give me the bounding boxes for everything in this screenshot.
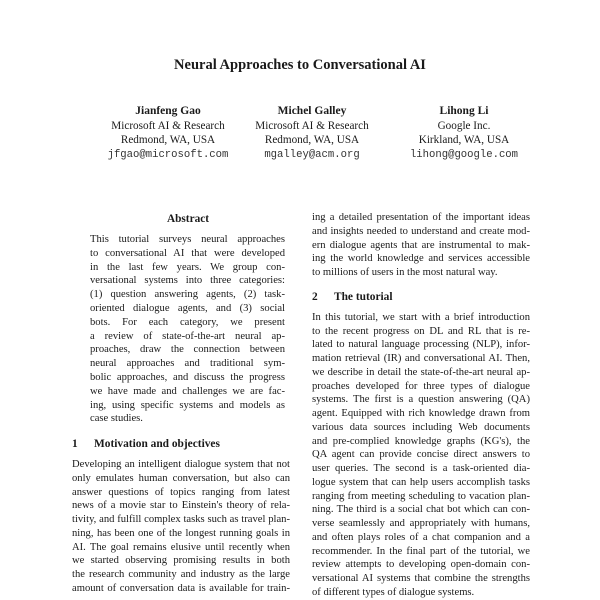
author-2 — [232, 104, 392, 162]
section-2-heading — [312, 290, 530, 304]
abstract-line: proaches, draw the connection between — [90, 344, 285, 356]
body-line: user queries. The second is a task-oriented dia- — [312, 463, 530, 474]
author-email: jfgao@microsoft.com — [107, 148, 229, 161]
abstract-line: we have made and challenges we are fac- — [90, 385, 285, 397]
author-email: mgalley@acm.org — [264, 148, 360, 161]
body-line: and insights needed to understand and create mod- — [312, 225, 530, 237]
body-line: agent. Equipped with rich knowledge drawn from — [312, 408, 530, 419]
right-column — [312, 211, 530, 600]
section-title: The tutorial — [334, 290, 393, 303]
body-line: tivity, and fulfill complex tasks such as travel plan- — [72, 514, 290, 526]
body-line: ing a detailed presentation of the important ideas — [312, 212, 530, 223]
paper-title: Neural Approaches to Conversational AI — [174, 57, 426, 73]
author-1 — [88, 104, 248, 162]
abstract-line: to conversational AI that were developed — [90, 247, 285, 259]
body-line: amount of conversation data is available for train- — [72, 582, 290, 594]
body-line: logue system that can help users accomplish tasks — [312, 476, 530, 488]
author-block — [0, 104, 600, 164]
abstract-line: a review of state-of-the-art neural ap- — [90, 330, 285, 342]
body-line: the research community and industry as the large — [72, 569, 290, 581]
body-line: recommender. In the final part of the tutorial, we — [312, 545, 530, 557]
body-line: news of a movie star to Einstein's theory of rela- — [72, 500, 290, 512]
section-number: 1 — [72, 438, 78, 451]
author-name: Michel Galley — [277, 105, 347, 117]
body-line: review attempts to developing open-domain con- — [312, 559, 530, 571]
abstract-line: (1) question answering agents, (2) task- — [90, 289, 285, 301]
body-line: lated to natural language processing (NLP), infor- — [312, 339, 530, 351]
body-line: In this tutorial, we start with a brief introduction — [312, 311, 530, 323]
author-affiliation: Microsoft AI & Research — [255, 119, 369, 132]
body-line: AI. The goal remains elusive until recently when — [72, 541, 290, 553]
body-line: ing the world knowledge and services accessible — [312, 253, 530, 265]
abstract-body — [90, 233, 285, 426]
body-line: to millions of users in the most natural way. — [312, 267, 498, 278]
body-line: ranging from meeting scheduling to vacation plan- — [312, 490, 530, 502]
author-name: Jianfeng Gao — [135, 105, 201, 117]
author-location: Kirkland, WA, USA — [418, 134, 510, 146]
abstract-line: case studies. — [90, 413, 143, 425]
body-line: QA agent can provide concise direct answers to — [312, 449, 530, 461]
abstract-line: oriented dialogue agents, and (3) social — [90, 302, 285, 314]
body-line: systems. The first is a question answering (QA) — [312, 394, 530, 406]
body-line: ern dialogue agents that are instrumental to mak- — [312, 239, 530, 251]
body-line: and pre-complied knowledge graphs (KG's), the — [312, 435, 530, 447]
author-location: Redmond, WA, USA — [264, 134, 360, 146]
abstract-heading: Abstract — [166, 213, 210, 225]
author-location: Redmond, WA, USA — [120, 134, 216, 146]
body-line: various data sources including Web documents — [312, 421, 530, 433]
author-email: lihong@google.com — [409, 148, 519, 161]
body-line: Developing an intelligent dialogue system that not — [72, 459, 290, 471]
body-line: of different types of dialogue systems. — [312, 586, 475, 598]
author-affiliation: Google Inc. — [437, 119, 491, 132]
author-affiliation: Microsoft AI & Research — [111, 119, 225, 132]
body-line: ning. The third is a social chat bot which can con- — [312, 504, 530, 516]
abstract-line: ing, using specific systems and models as — [90, 399, 285, 411]
abstract-line: versational systems into three categories: — [90, 275, 285, 287]
body-line: to the recent progress on DL and RL that is re- — [312, 325, 530, 337]
author-3 — [384, 104, 544, 162]
section-2-body — [312, 311, 530, 600]
abstract-line: bolic approaches, and discuss the progress — [90, 371, 285, 383]
abstract-line: neural approaches and traditional sym- — [90, 358, 285, 370]
body-line: ning, has been one of the longest running goals in — [72, 527, 290, 539]
body-line: proaches developed for three types of dialogue — [312, 380, 530, 392]
body-line: answer questions of topics ranging from latest — [72, 486, 290, 498]
section-1-body — [72, 458, 290, 596]
body-line: only emulates human conversation, but also can — [72, 472, 290, 484]
author-name: Lihong Li — [439, 105, 489, 117]
section-title: Motivation and objectives — [94, 438, 220, 451]
body-line: and often plays roles of a chat companion and a — [312, 531, 530, 543]
body-line: verse seamlessly and appropriately with humans, — [312, 518, 530, 529]
section-1-heading — [72, 437, 290, 451]
section-1-continued — [312, 211, 530, 280]
left-column — [72, 213, 290, 596]
body-line: we describe in detail the state-of-the-art neural ap- — [312, 366, 530, 378]
abstract-line: This tutorial surveys neural approaches — [90, 234, 285, 245]
abstract-line: in the last few years. We group con- — [90, 261, 285, 273]
body-line: versational AI systems that combine the strengths — [312, 573, 530, 584]
section-number: 2 — [312, 290, 318, 303]
body-line: mation retrieval (IR) and conversational AI. Then, — [312, 353, 530, 364]
abstract-line: bots. For each category, we present — [90, 316, 285, 328]
body-line: we started observing promising results in both — [72, 555, 290, 567]
